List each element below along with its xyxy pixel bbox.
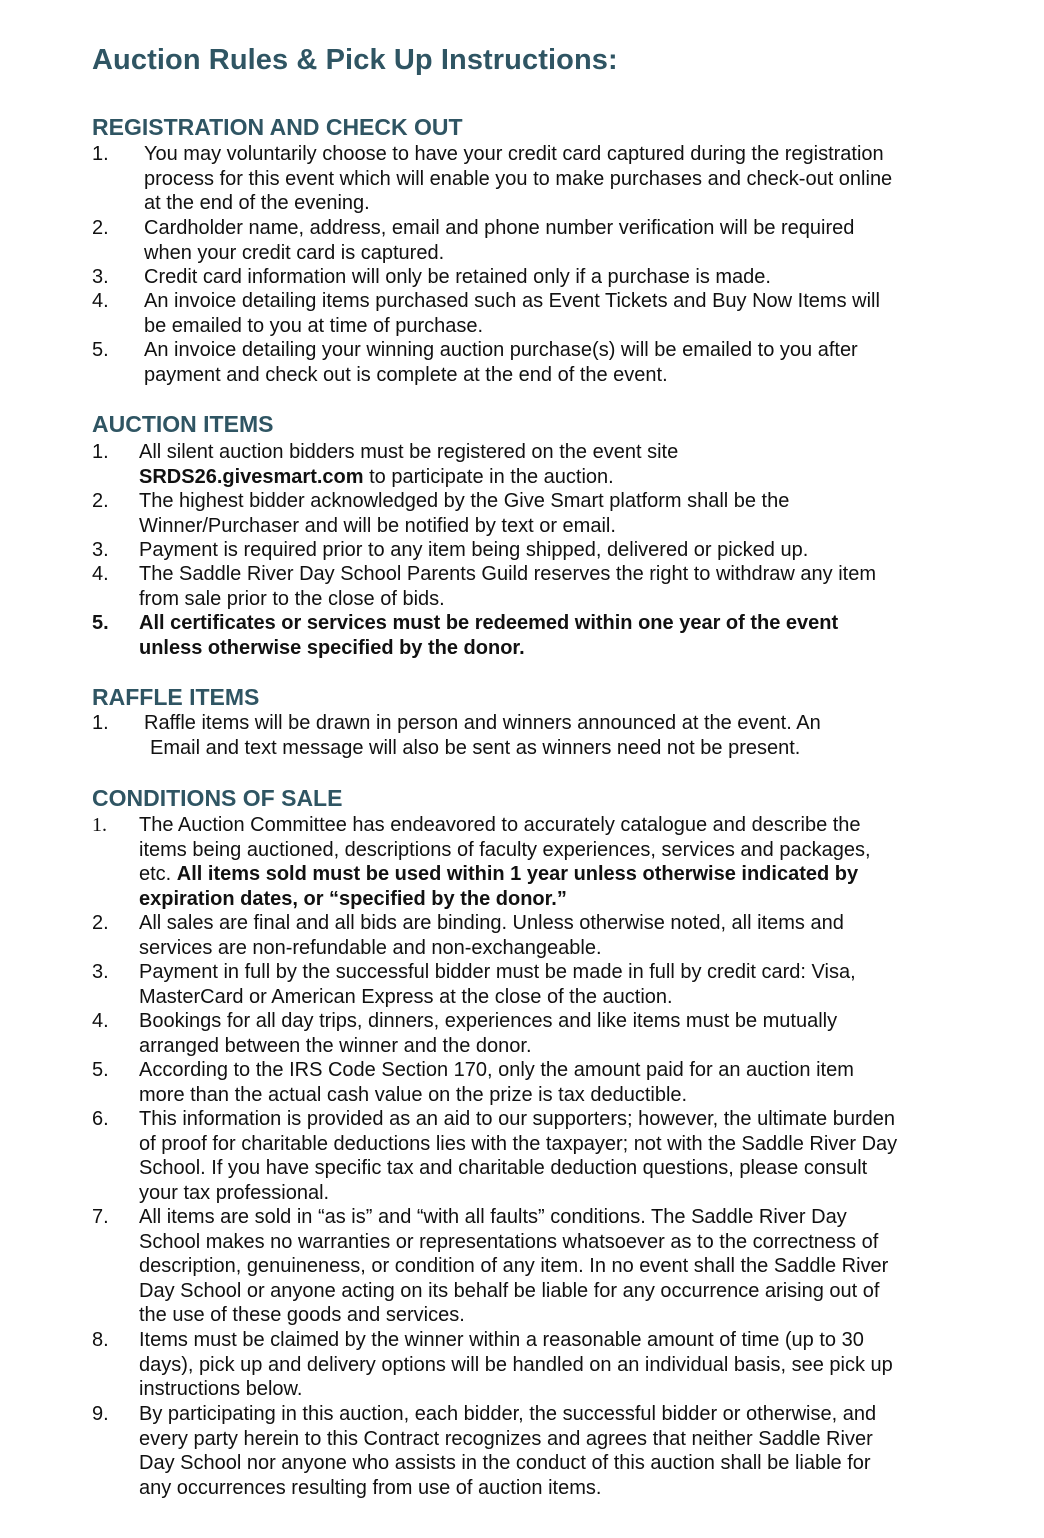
item-text: Cardholder name, address, email and phone number verification will be required when your credit card is captured. bbox=[144, 217, 855, 264]
item-number: 1. bbox=[92, 814, 107, 836]
section-heading: RAFFLE ITEMS bbox=[92, 684, 260, 710]
section-heading: REGISTRATION AND CHECK OUT bbox=[92, 114, 463, 140]
item-text: You may voluntarily choose to have your credit card captured during the registration process for this event which will enable you to make purchases and check-out online at the end of the evening. bbox=[144, 143, 893, 214]
item-text: All certificates or services must be redeemed within one year of the event unless otherwise specified by the donor. bbox=[139, 612, 839, 659]
item-text: All items are sold in “as is” and “with all faults” conditions. The Saddle River Day School makes no warranties or representations whatsoever as to the correctness of description, genuineness, or condition of any item. In no event shall the Saddle River Day School or anyone acting on its behalf be liable for any occurrence arising out of the use of these goods and services. bbox=[139, 1206, 889, 1326]
item-text: All silent auction bidders must be registered on the event site SRDS26.givesmart.com to participate in the auction. bbox=[139, 441, 679, 488]
item-text: The Saddle River Day School Parents Guild reserves the right to withdraw any item from sale prior to the close of bids. bbox=[139, 563, 877, 610]
item-number: 6. bbox=[92, 1108, 109, 1130]
item-number: 5. bbox=[92, 1059, 109, 1081]
item-text: Payment is required prior to any item being shipped, delivered or picked up. bbox=[139, 539, 809, 561]
item-text: This information is provided as an aid to our supporters; however, the ultimate burden of proof for charitable deductions lies with the taxpayer; not with the Saddle River Day School. If you have specific tax and charitable deduction questions, please consult your tax professional. bbox=[139, 1108, 898, 1204]
item-number: 7. bbox=[92, 1206, 109, 1228]
item-text: All sales are final and all bids are binding. Unless otherwise noted, all items and services are non-refundable and non-exchangeable. bbox=[139, 912, 844, 959]
item-text: The highest bidder acknowledged by the Give Smart platform shall be the Winner/Purchaser and will be notified by text or email. bbox=[139, 490, 790, 537]
item-number: 5. bbox=[92, 612, 109, 634]
item-number: 1. bbox=[92, 712, 109, 734]
item-number: 3. bbox=[92, 539, 109, 561]
item-text: Items must be claimed by the winner within a reasonable amount of time (up to 30 days), pick up and delivery options will be handled on an individual basis, see pick up instructions below. bbox=[139, 1329, 893, 1400]
section-heading: CONDITIONS OF SALE bbox=[92, 785, 343, 811]
item-number: 3. bbox=[92, 961, 109, 983]
item-text: By participating in this auction, each bidder, the successful bidder or otherwise, and every party herein to this Contract recognizes and agrees that neither Saddle River Day School nor anyone who assists in the conduct of this auction shall be liable for any occurrences resulting from use of auction items. bbox=[139, 1403, 877, 1499]
item-number: 2. bbox=[92, 912, 109, 934]
item-number: 8. bbox=[92, 1329, 109, 1351]
item-number: 2. bbox=[92, 217, 109, 239]
item-text: Bookings for all day trips, dinners, experiences and like items must be mutually arranged between the winner and the donor. bbox=[139, 1010, 838, 1057]
item-text: An invoice detailing items purchased such as Event Tickets and Buy Now Items will be emailed to you at time of purchase. bbox=[144, 290, 880, 337]
item-number: 4. bbox=[92, 290, 109, 312]
item-number: 9. bbox=[92, 1403, 109, 1425]
item-text: Raffle items will be drawn in person and winners announced at the event. An Email and text message will also be sent as winners need not be present. bbox=[144, 712, 821, 759]
item-number: 3. bbox=[92, 266, 109, 288]
item-number: 2. bbox=[92, 490, 109, 512]
page-title: Auction Rules & Pick Up Instructions: bbox=[92, 44, 618, 76]
item-text: An invoice detailing your winning auction purchase(s) will be emailed to you after payment and check out is complete at the end of the event. bbox=[144, 339, 858, 386]
item-number: 4. bbox=[92, 563, 109, 585]
event-site-url: SRDS26.givesmart.com bbox=[139, 465, 364, 488]
item-text: Credit card information will only be retained only if a purchase is made. bbox=[144, 266, 771, 288]
item-text: The Auction Committee has endeavored to accurately catalogue and describe the items being auctioned, descriptions of faculty experiences, services and packages, etc. All items sold must be used within 1 year unless otherwise indicated by expiration dates, or “specified by the donor.” bbox=[139, 814, 871, 910]
item-text: Payment in full by the successful bidder must be made in full by credit card: Visa, MasterCard or American Express at the close of the auction. bbox=[139, 961, 856, 1008]
item-number: 4. bbox=[92, 1010, 109, 1032]
section-heading: AUCTION ITEMS bbox=[92, 411, 274, 437]
item-text: According to the IRS Code Section 170, only the amount paid for an auction item more than the actual cash value on the prize is tax deductible. bbox=[139, 1059, 854, 1106]
item-number: 5. bbox=[92, 339, 109, 361]
item-number: 1. bbox=[92, 143, 109, 165]
item-number: 1. bbox=[92, 441, 109, 463]
